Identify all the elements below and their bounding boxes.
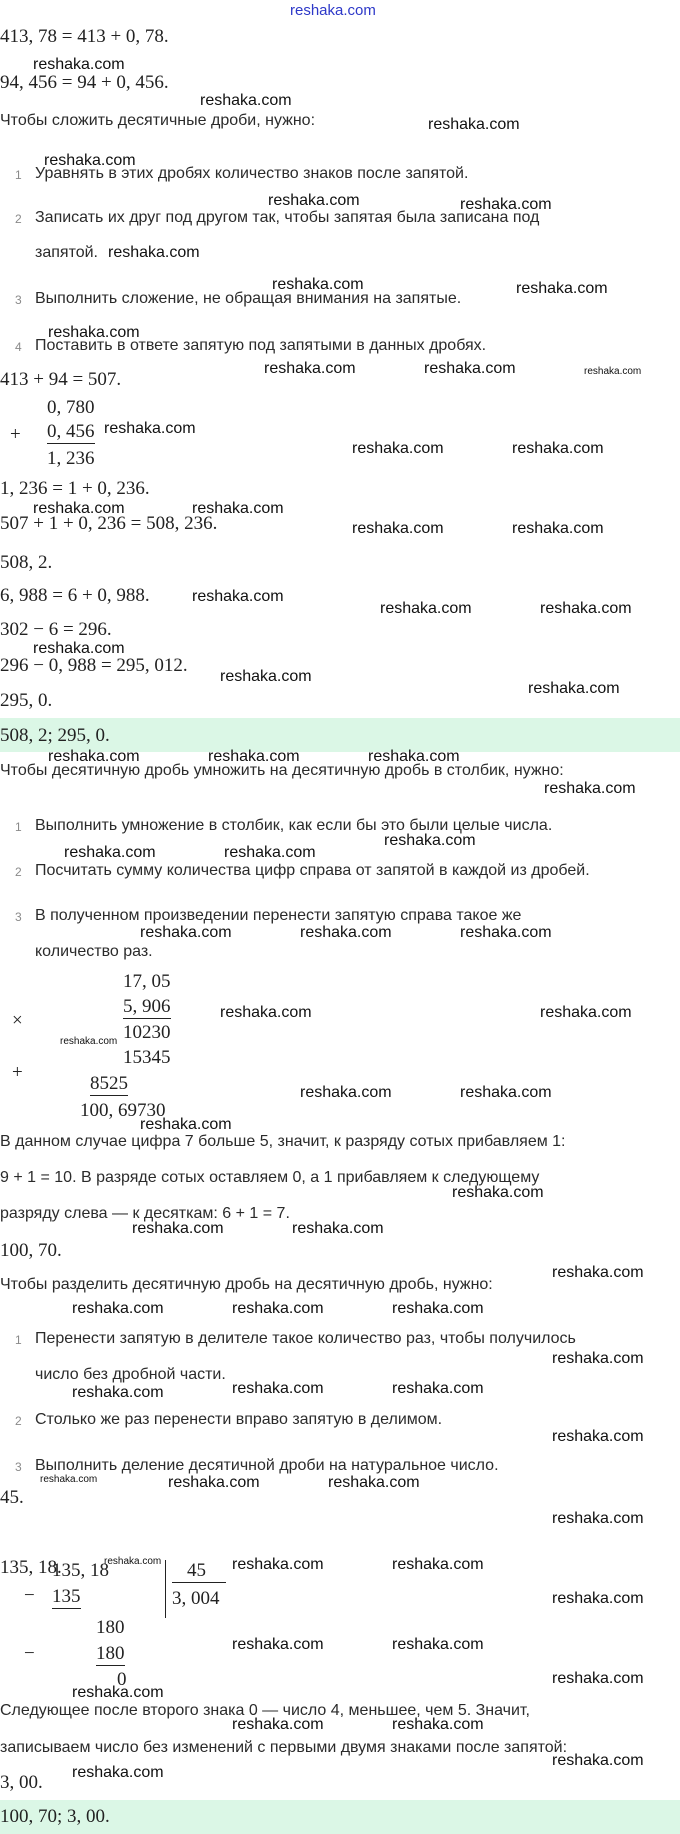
watermark: reshaka.com xyxy=(552,1752,644,1769)
watermark: reshaka.com xyxy=(392,1556,484,1573)
explanation: разряду слева — к десяткам: 6 + 1 = 7. xyxy=(0,1205,290,1222)
watermark: reshaka.com xyxy=(272,276,364,293)
watermark: reshaka.com xyxy=(48,748,140,765)
answer: 100, 70; 3, 00. xyxy=(0,1806,110,1827)
step-number: 1 xyxy=(15,1333,22,1347)
watermark: reshaka.com xyxy=(192,500,284,517)
step-text: Выполнить умножение в столбик, как если бы это были целые числа. xyxy=(35,817,553,834)
partial-dividend: 180 xyxy=(96,1617,125,1638)
watermark: reshaka.com xyxy=(220,1004,312,1021)
equation: 6, 988 = 6 + 0, 988. xyxy=(0,585,150,606)
watermark: reshaka.com xyxy=(192,588,284,605)
step-text: запятой. xyxy=(35,244,98,261)
rule-title: Чтобы сложить десятичные дроби, нужно: xyxy=(0,112,316,129)
watermark: reshaka.com xyxy=(552,1350,644,1367)
watermark: reshaka.com xyxy=(224,844,316,861)
partial-product: 8525 xyxy=(90,1073,128,1094)
watermark: reshaka.com xyxy=(528,680,620,697)
step-text: В полученном произведении перенести запятую справа такое же xyxy=(35,907,522,924)
watermark: reshaka.com xyxy=(552,1428,644,1445)
watermark: reshaka.com xyxy=(328,1474,420,1491)
watermark: reshaka.com xyxy=(40,1474,98,1485)
watermark: reshaka.com xyxy=(428,116,520,133)
watermark: reshaka.com xyxy=(140,1116,232,1133)
watermark: reshaka.com xyxy=(512,520,604,537)
equation: 508, 2. xyxy=(0,552,53,573)
watermark: reshaka.com xyxy=(168,1474,260,1491)
decompose-line: 94, 456 = 94 + 0, 456. xyxy=(0,72,169,93)
step-text: количество раз. xyxy=(35,943,153,960)
watermark: reshaka.com xyxy=(380,600,472,617)
watermark: reshaka.com xyxy=(584,366,642,377)
quotient: 3, 004 xyxy=(172,1588,220,1609)
equation: 507 + 1 + 0, 236 = 508, 236. xyxy=(0,513,218,534)
watermark: reshaka.com xyxy=(540,600,632,617)
equation: 296 − 0, 988 = 295, 012. xyxy=(0,655,188,676)
watermark: reshaka.com xyxy=(208,748,300,765)
watermark: reshaka.com xyxy=(200,92,292,109)
explanation: В данном случае цифра 7 больше 5, значит, к разряду сотых прибавляем 1: xyxy=(0,1133,566,1150)
decompose-line: 413, 78 = 413 + 0, 78. xyxy=(0,26,169,47)
step-number: 2 xyxy=(15,1414,22,1428)
minus-sign: − xyxy=(24,1585,35,1606)
watermark: reshaka.com xyxy=(33,640,125,657)
remainder: 0 xyxy=(117,1669,127,1690)
watermark: reshaka.com xyxy=(544,780,636,797)
watermark: reshaka.com xyxy=(72,1764,164,1781)
watermark: reshaka.com xyxy=(368,748,460,765)
division-bar xyxy=(165,1560,166,1618)
step-number: 1 xyxy=(15,820,22,834)
equation: 295, 0. xyxy=(0,690,53,711)
step-text: Посчитать сумму количества цифр справа от запятой в каждой из дробей. xyxy=(35,862,590,879)
watermark: reshaka.com xyxy=(33,500,125,517)
watermark: reshaka.com xyxy=(392,1380,484,1397)
equation: 413 + 94 = 507. xyxy=(0,369,122,390)
watermark: reshaka.com xyxy=(512,440,604,457)
column-result: 1, 236 xyxy=(47,448,95,469)
watermark: reshaka.com xyxy=(460,924,552,941)
dividend-value: 135, 18. xyxy=(0,1557,62,1578)
column-operand: 0, 780 xyxy=(47,397,95,418)
subtrahend: 135 xyxy=(52,1586,81,1607)
result: 3, 00. xyxy=(0,1772,43,1793)
watermark: reshaka.com xyxy=(104,1556,162,1567)
watermark: reshaka.com xyxy=(352,520,444,537)
watermark: reshaka.com xyxy=(290,2,376,19)
step-text: Уравнять в этих дробях количество знаков после запятой. xyxy=(35,165,469,182)
rule-title: Чтобы десятичную дробь умножить на десятичную дробь в столбик, нужно: xyxy=(0,762,564,779)
watermark: reshaka.com xyxy=(392,1300,484,1317)
minus-sign: − xyxy=(24,1643,35,1664)
explanation: Следующее после второго знака 0 — число 4, меньшее, чем 5. Значит, xyxy=(0,1702,530,1719)
dividend: 135, 18 xyxy=(52,1560,109,1581)
watermark: reshaka.com xyxy=(268,192,360,209)
watermark: reshaka.com xyxy=(552,1670,644,1687)
step-text: Выполнить сложение, не обращая внимания на запятые. xyxy=(35,290,462,307)
watermark: reshaka.com xyxy=(48,324,140,341)
times-sign: × xyxy=(12,1010,23,1031)
watermark: reshaka.com xyxy=(392,1716,484,1733)
watermark: reshaka.com xyxy=(300,924,392,941)
explanation: 9 + 1 = 10. В разряде сотых оставляем 0, а 1 прибавляем к следующему xyxy=(0,1169,540,1186)
watermark: reshaka.com xyxy=(292,1220,384,1237)
step-number: 3 xyxy=(15,910,22,924)
watermark: reshaka.com xyxy=(64,844,156,861)
watermark: reshaka.com xyxy=(232,1300,324,1317)
result: 100, 70. xyxy=(0,1240,62,1261)
step-text: Столько же раз перенести вправо запятую в делимом. xyxy=(35,1411,443,1428)
watermark: reshaka.com xyxy=(264,360,356,377)
watermark: reshaka.com xyxy=(140,924,232,941)
divisor: 45 xyxy=(172,1560,226,1583)
step-number: 1 xyxy=(15,168,22,182)
step-number: 2 xyxy=(15,865,22,879)
watermark: reshaka.com xyxy=(220,668,312,685)
watermark: reshaka.com xyxy=(552,1264,644,1281)
watermark: reshaka.com xyxy=(72,1384,164,1401)
answer: 508, 2; 295, 0. xyxy=(0,725,110,746)
watermark: reshaka.com xyxy=(232,1556,324,1573)
watermark: reshaka.com xyxy=(33,56,125,73)
watermark: reshaka.com xyxy=(132,1220,224,1237)
step-text: Выполнить деление десятичной дроби на натуральное число. xyxy=(35,1457,499,1474)
watermark: reshaka.com xyxy=(392,1636,484,1653)
watermark: reshaka.com xyxy=(104,420,196,437)
equation: 302 − 6 = 296. xyxy=(0,619,112,640)
divisor-value: 45. xyxy=(0,1487,24,1508)
watermark: reshaka.com xyxy=(232,1636,324,1653)
watermark: reshaka.com xyxy=(72,1300,164,1317)
watermark: reshaka.com xyxy=(352,440,444,457)
watermark: reshaka.com xyxy=(44,152,136,169)
column-result: 100, 69730 xyxy=(80,1100,166,1121)
subtrahend: 180 xyxy=(96,1643,125,1664)
watermark: reshaka.com xyxy=(300,1084,392,1101)
step-number: 2 xyxy=(15,212,22,226)
explanation: записываем число без изменений с первыми двумя знаками после запятой: xyxy=(0,1739,568,1756)
column-operand: 0, 456 xyxy=(47,421,95,442)
partial-product: 15345 xyxy=(123,1047,171,1068)
watermark: reshaka.com xyxy=(540,1004,632,1021)
watermark: reshaka.com xyxy=(232,1716,324,1733)
rule-title: Чтобы разделить десятичную дробь на десятичную дробь, нужно: xyxy=(0,1276,493,1293)
watermark: reshaka.com xyxy=(108,244,200,261)
watermark: reshaka.com xyxy=(72,1684,164,1701)
watermark: reshaka.com xyxy=(424,360,516,377)
watermark: reshaka.com xyxy=(60,1036,118,1047)
step-number: 4 xyxy=(15,340,22,354)
plus-sign: + xyxy=(10,424,21,445)
watermark: reshaka.com xyxy=(384,832,476,849)
watermark: reshaka.com xyxy=(552,1510,644,1527)
plus-sign: + xyxy=(12,1062,23,1083)
step-text: Записать их друг под другом так, чтобы запятая была записана под xyxy=(35,209,540,226)
step-number: 3 xyxy=(15,293,22,307)
watermark: reshaka.com xyxy=(460,196,552,213)
step-text: Поставить в ответе запятую под запятыми в данных дробях. xyxy=(35,337,487,354)
watermark: reshaka.com xyxy=(516,280,608,297)
step-text: Перенести запятую в делителе такое количество раз, чтобы получилось xyxy=(35,1330,576,1347)
watermark: reshaka.com xyxy=(460,1084,552,1101)
column-operand: 5, 906 xyxy=(123,996,171,1017)
watermark: reshaka.com xyxy=(552,1590,644,1607)
equation: 1, 236 = 1 + 0, 236. xyxy=(0,478,150,499)
watermark: reshaka.com xyxy=(452,1184,544,1201)
partial-product: 10230 xyxy=(123,1022,171,1043)
step-number: 3 xyxy=(15,1460,22,1474)
watermark: reshaka.com xyxy=(232,1380,324,1397)
column-operand: 17, 05 xyxy=(123,971,171,992)
step-text: число без дробной части. xyxy=(35,1366,226,1383)
